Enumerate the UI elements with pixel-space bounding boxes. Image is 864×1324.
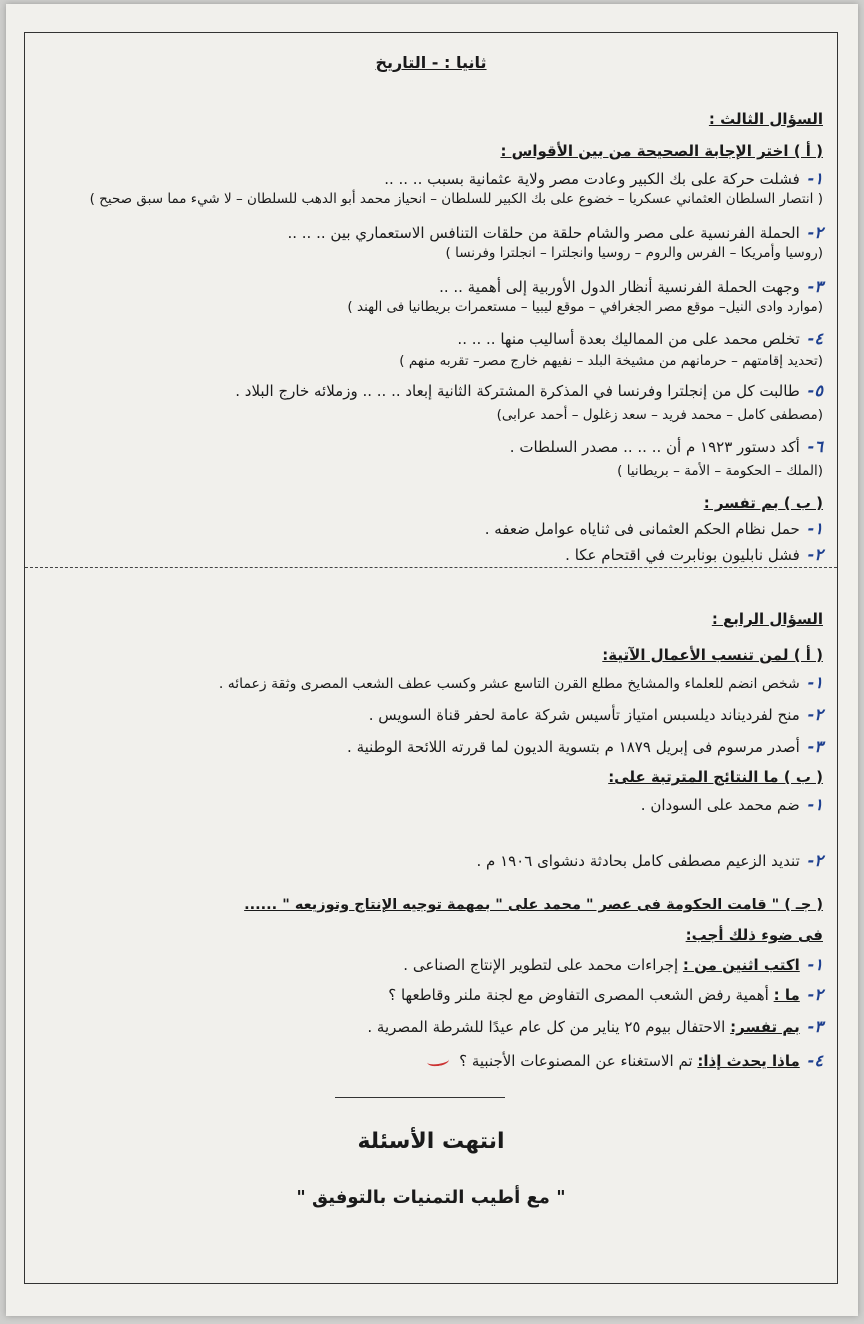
q3-a-heading: ( أ ) اختر الإجابة الصحيحة من بين الأقواس :: [500, 142, 823, 160]
q3-item-6-options: (الملك – الحكومة – الأمة – بريطانيا ): [617, 463, 823, 479]
q4-a-mark-3: ٣-: [807, 737, 823, 756]
q4-c-mark-1: ١-: [807, 955, 823, 974]
q4-c-mark-3: ٣-: [807, 1017, 823, 1036]
q4-b-heading: ( ب ) ما النتائج المترتبة على:: [608, 768, 823, 786]
q3-b-item-2: [39, 545, 823, 565]
q4-c-item-2-text: أهمية رفض الشعب المصرى التفاوض مع لجنة ملنر وقاطعها ؟: [388, 986, 769, 1004]
q3-item-1-options: ( انتصار السلطان العثماني عسكريا – خضوع على بك الكبير للسلطان – انحياز محمد أبو الدهب للسلطان – لا شيء مما سبق صحيح ): [89, 191, 823, 207]
q3-mark-5: ٥-: [807, 381, 823, 400]
q3-item-4: [39, 329, 823, 349]
q4-title: السؤال الرابع :: [711, 610, 823, 628]
q4-a-heading: ( أ ) لمن تنسب الأعمال الآتية:: [602, 646, 823, 664]
q4-c-mark-2: ٢-: [807, 985, 823, 1004]
q4-c-mark-4: ٤-: [807, 1051, 823, 1070]
q3-item-1-text: فشلت حركة على بك الكبير وعادت مصر ولاية عثمانية بسبب .. .. ..: [384, 170, 800, 188]
q4-c-subheading: فى ضوء ذلك أجب:: [685, 926, 823, 944]
q3-item-5: [39, 381, 823, 401]
q4-a-item-1: [39, 673, 823, 694]
good-luck-wishes: " مع أطيب التمنيات بالتوفيق ": [296, 1187, 566, 1208]
q4-b-item-2-text: تنديد الزعيم مصطفى كامل بحادثة دنشواى ١٩٠٦ م .: [476, 852, 800, 870]
q3-b-mark-2: ٢-: [807, 545, 823, 564]
q4-b-mark-2: ٢-: [807, 851, 823, 870]
q3-mark-1: ١-: [807, 169, 823, 188]
q4-a-item-3-text: أصدر مرسوم فى إبريل ١٨٧٩ م بتسوية الديون لما قررته اللائحة الوطنية .: [347, 738, 800, 756]
q4-c-heading: ( جـ ) " قامت الحكومة فى عصر " محمد على " بمهمة توجيه الإنتاج وتوزيعه " ......: [244, 897, 823, 913]
q4-c-label-4: ماذا يحدث إذا:: [697, 1052, 800, 1070]
q4-a-item-3: [39, 737, 823, 757]
q3-item-6: [39, 437, 823, 457]
q4-c-label-3: بم تفسر:: [730, 1018, 800, 1036]
end-rule: [335, 1097, 505, 1098]
q4-b-item-2: [39, 851, 823, 871]
q3-item-2-text: الحملة الفرنسية على مصر والشام حلقة من حلقات التنافس الاستعماري بين .. .. ..: [287, 224, 800, 242]
end-of-questions: انتهت الأسئلة: [357, 1129, 505, 1154]
q4-c-item-1: [39, 955, 823, 975]
q3-item-2: [39, 223, 823, 243]
q4-a-item-1-text: شخص انضم للعلماء والمشايخ مطلع القرن التاسع عشر وكسب عطف الشعب المصرى وثقة زعمائه .: [218, 676, 800, 692]
q3-b-item-2-text: فشل نابليون بونابرت في اقتحام عكا .: [565, 546, 800, 564]
q3-item-5-options: (مصطفى كامل – محمد فريد – سعد زغلول – أحمد عرابى): [496, 407, 823, 423]
pen-squiggle-icon: [427, 1055, 450, 1068]
q3-b-item-1-text: حمل نظام الحكم العثمانى فى ثناياه عوامل ضعفه .: [484, 520, 800, 538]
paper-sheet: [6, 4, 858, 1316]
q3-mark-6: ٦-: [807, 437, 823, 456]
q3-item-2-options: (روسيا وأمريكا – الفرس والروم – روسيا وانجلترا – انجلترا وفرنسا ): [445, 245, 823, 261]
page-title: ثانيا : - التاريخ: [375, 53, 487, 72]
q3-title: السؤال الثالث :: [708, 110, 823, 128]
q4-a-item-2-text: منح لفرديناند ديلسبس امتياز تأسيس شركة عامة لحفر قناة السويس .: [368, 706, 800, 724]
q3-item-6-text: أكد دستور ١٩٢٣ م أن .. .. .. مصدر السلطات .: [509, 438, 800, 456]
q4-c-label-2: ما :: [773, 986, 800, 1004]
q4-c-item-4-text: تم الاستغناء عن المصنوعات الأجنبية ؟: [459, 1052, 693, 1070]
q3-b-mark-1: ١-: [807, 519, 823, 538]
q3-item-3-options: (موارد وادى النيل– موقع مصر الجغرافي – موقع ليبيا – مستعمرات بريطانيا فى الهند ): [347, 299, 823, 315]
q3-mark-2: ٢-: [807, 223, 823, 242]
q3-mark-4: ٤-: [807, 329, 823, 348]
q4-c-item-3-text: الاحتفال بيوم ٢٥ يناير من كل عام عيدًا للشرطة المصرية .: [367, 1018, 726, 1036]
q4-a-mark-2: ٢-: [807, 705, 823, 724]
q4-c-item-2: [39, 985, 823, 1005]
q4-c-item-1-text: إجراءات محمد على لتطوير الإنتاج الصناعى .: [403, 956, 679, 974]
q4-c-item-3: [39, 1017, 823, 1037]
q3-item-1: [39, 169, 823, 189]
q4-b-mark-1: ١-: [807, 795, 823, 814]
q3-item-3: [39, 277, 823, 297]
q3-b-item-1: [39, 519, 823, 539]
q4-b-item-1: [39, 795, 823, 815]
q3-item-4-options: (تحديد إقامتهم – حرمانهم من مشيخة البلد – نفيهم خارج مصر– تقربه منهم ): [399, 353, 823, 369]
exam-frame: [24, 32, 838, 1284]
q4-c-item-4: [39, 1051, 823, 1071]
q3-item-4-text: تخلص محمد على من المماليك بعدة أساليب منها .. .. ..: [457, 330, 800, 348]
q3-item-3-text: وجهت الحملة الفرنسية أنظار الدول الأوربية إلى أهمية .. ..: [439, 278, 800, 296]
q3-item-5-text: طالبت كل من إنجلترا وفرنسا في المذكرة المشتركة الثانية إبعاد .. .. .. وزملائه خارج البلاد .: [235, 382, 800, 400]
section-divider: [25, 567, 837, 568]
q4-c-label-1: اكتب اثنين من :: [682, 956, 800, 974]
q3-mark-3: ٣-: [807, 277, 823, 296]
q4-b-item-1-text: ضم محمد على السودان .: [640, 796, 800, 814]
q4-a-item-2: [39, 705, 823, 725]
q3-b-heading: ( ب ) بم تفسر :: [703, 494, 823, 512]
q4-a-mark-1: ١-: [807, 673, 823, 692]
